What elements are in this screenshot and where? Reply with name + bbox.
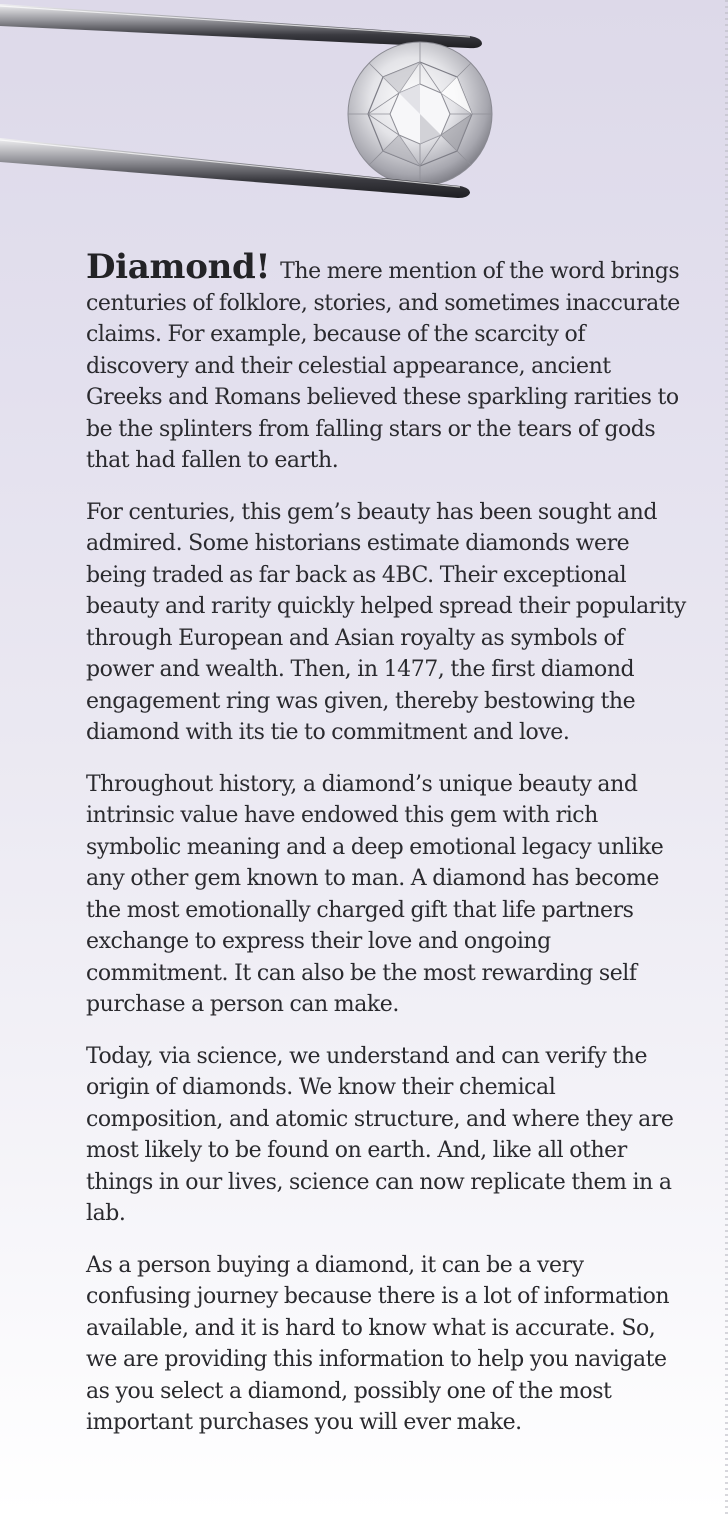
lead-word: Diamond! [86, 247, 271, 287]
paragraph-intro [86, 247, 686, 477]
paragraph-history: For centuries, this gem’s beauty has been sought and admired. Some historians estimate diamonds were being traded as far back as 4BC. Their exceptional beauty and rarity quickly helped spread their popularity through European and Asian royalty as symbols of power and wealth. Then, in 1477, the first diamond engagement ring was given, thereby bestowing the diamond with its tie to commitment and love. [86, 499, 686, 745]
paragraph-symbolism: Throughout history, a diamond’s unique beauty and intrinsic value have endowed this gem with rich symbolic meaning and a deep emotional legacy unlike any other gem known to man. A diamond has become the most emotionally charged gift that life partners exchange to express their love and ongoing commitment. It can also be the most rewarding self purchase a person can make. [86, 771, 664, 1017]
paragraph-intro-text: The mere mention of the word brings centuries of folklore, stories, and sometimes inaccurate claims. For example, because of the scarcity of discovery and their celestial appearance, ancient Greeks and Romans believed these sparkling rarities to be the splinters from falling stars or the tears of gods that had fallen to earth. [86, 259, 680, 473]
document-body [86, 247, 686, 1459]
paragraph-buying: As a person buying a diamond, it can be a very confusing journey because there is a lot of information available, and it is hard to know what is accurate. So, we are providing this information to help you navigate as you select a diamond, possibly one of the most important purchases you will ever make. [86, 1252, 670, 1435]
tweezers-diamond-illustration [0, 0, 728, 220]
paragraph-science: Today, via science, we understand and can verify the origin of diamonds. We know their chemical composition, and atomic structure, and where they are most likely to be found on earth. And, like all other things in our lives, science can now replicate them in a lab. [86, 1043, 674, 1226]
tweezers-top-arm [0, 4, 482, 48]
diamond-gem [348, 42, 492, 186]
